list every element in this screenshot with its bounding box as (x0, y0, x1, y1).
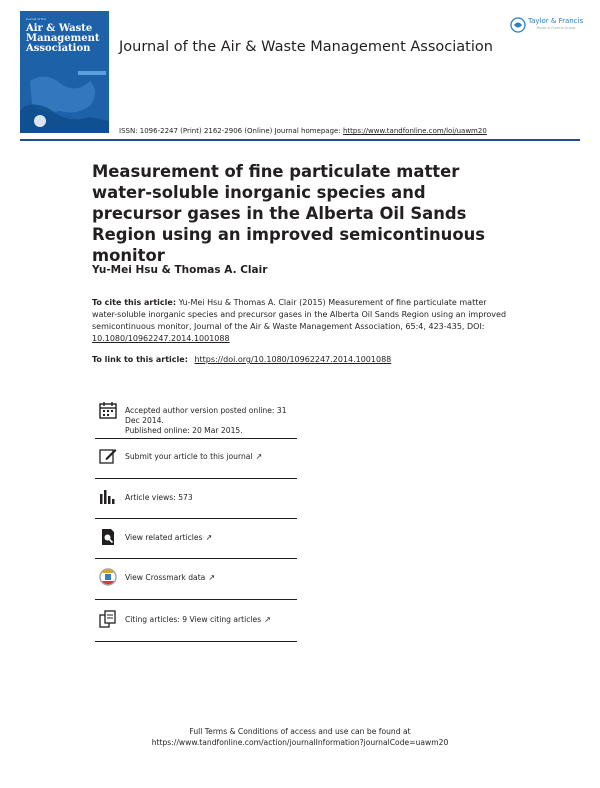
footer-terms: Full Terms & Conditions of access and use can be found at (189, 727, 411, 736)
article-title: Measurement of fine particulate matter water-soluble inorganic species and precursor gases in the Alberta Oil Sands Region using an improved semicontinuous monitor (92, 162, 486, 265)
header-divider (20, 139, 580, 141)
list-item-citing[interactable] (95, 600, 297, 642)
list-item-related[interactable] (95, 519, 297, 559)
list-item-crossmark[interactable] (95, 559, 297, 600)
publisher-logo-icon (510, 17, 526, 33)
publisher-logo-text: Taylor & Francis (528, 17, 584, 25)
cite-label: To cite this article: (92, 298, 177, 307)
bar-chart-icon (99, 488, 117, 506)
citing-articles-icon (99, 610, 117, 628)
submit-link[interactable] (125, 452, 262, 462)
published-date: Published online: 20 Mar 2015. (125, 426, 243, 435)
crossmark-link[interactable] (125, 573, 215, 583)
views-text: Article views: 573 (125, 493, 193, 502)
crossmark-text: View Crossmark data (125, 573, 206, 582)
citation-block (92, 297, 512, 345)
list-item-views (95, 479, 297, 519)
related-link[interactable] (125, 533, 212, 543)
journal-cover-image (20, 11, 109, 133)
document-search-icon (99, 528, 117, 546)
footer (0, 726, 600, 748)
link-label: To link to this article: (92, 355, 188, 364)
submit-text: Submit your article to this journal (125, 452, 253, 461)
article-link-line (92, 355, 391, 364)
external-link-icon: ↗ (255, 452, 263, 461)
external-link-icon: ↗ (264, 615, 271, 624)
article-info-list (95, 397, 297, 642)
citing-link[interactable] (125, 615, 271, 625)
edit-icon (99, 447, 117, 465)
journal-homepage-link[interactable]: https://www.tandfonline.com/loi/uawm20 (342, 127, 487, 135)
dates-text (125, 406, 295, 436)
footer-terms-link[interactable]: https://www.tandfonline.com/action/journalInformation?journalCode=uawm20 (151, 738, 449, 747)
calendar-icon (99, 401, 117, 419)
citing-text: Citing articles: 9 View citing articles (125, 615, 262, 624)
list-item-submit[interactable] (95, 439, 297, 479)
external-link-icon: ↗ (205, 533, 213, 542)
cover-bar (78, 71, 106, 75)
cite-doi-link[interactable]: 10.1080/10962247.2014.1001088 (92, 334, 230, 343)
cover-title: Air & Waste Management Association (26, 23, 100, 54)
accepted-date: Accepted author version posted online: 31 Dec 2014. (125, 406, 287, 425)
cover-label: Journal of the (26, 17, 47, 21)
article-doi-link[interactable]: https://doi.org/10.1080/10962247.2014.1001088 (194, 355, 392, 364)
related-text: View related articles (125, 533, 203, 542)
crossmark-icon (99, 568, 117, 586)
list-item-dates (95, 397, 297, 439)
external-link-icon: ↗ (208, 573, 216, 582)
publisher-logo[interactable] (510, 16, 584, 36)
article-authors: Yu-Mei Hsu & Thomas A. Clair (92, 264, 268, 276)
cite-text: Yu-Mei Hsu & Thomas A. Clair (2015) Measurement of fine particulate matter water-soluble inorganic species and precursor gases in the Alberta Oil Sands Region using an improved semicontinuous monitor, Journal of the Air & Waste Management Association, 65:4, 423-435, DOI: (92, 298, 507, 331)
issn-line (119, 127, 487, 135)
publisher-logo-subtext: Taylor & Francis Group (536, 26, 576, 30)
journal-title: Journal of the Air & Waste Management Association (119, 39, 493, 55)
issn-text: ISSN: 1096-2247 (Print) 2162-2906 (Online) Journal homepage: (119, 127, 341, 135)
